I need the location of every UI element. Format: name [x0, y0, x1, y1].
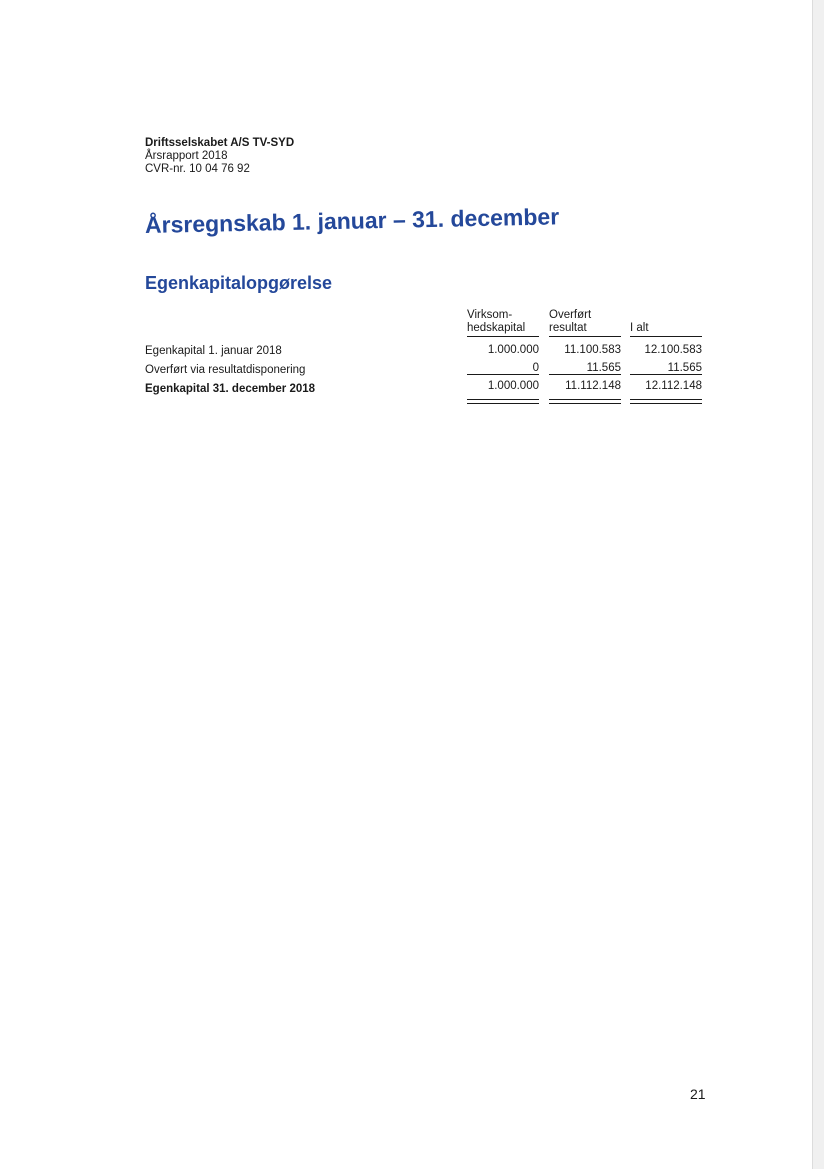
table-cell: 12.100.583: [644, 344, 702, 356]
double-underline: [549, 399, 621, 404]
table-row-label: Egenkapital 1. januar 2018: [145, 345, 282, 357]
column-header-line2: I alt: [630, 322, 702, 337]
column-header-line1: Overført: [549, 309, 592, 321]
table-cell-total: 11.112.148: [565, 380, 621, 392]
column-header-virksomhedskapital: [467, 309, 539, 337]
page-number: 21: [690, 1086, 706, 1102]
table-cell: 11.565: [549, 362, 621, 375]
company-name: Driftsselskabet A/S TV-SYD: [145, 137, 295, 149]
report-name: Årsrapport 2018: [145, 150, 228, 162]
table-cell: 11.100.583: [564, 344, 621, 356]
page-title: Årsregnskab 1. januar – 31. december: [144, 203, 560, 238]
table-cell-total: 12.112.148: [645, 380, 702, 392]
table-cell: 1.000.000: [487, 344, 539, 356]
table-cell-total: 1.000.000: [487, 380, 539, 392]
column-header-overfort-resultat: [549, 309, 621, 337]
double-underline: [467, 399, 539, 404]
page-edge: [812, 0, 824, 1169]
section-title: Egenkapitalopgørelse: [145, 273, 333, 293]
table-row-label: Overført via resultatdisponering: [145, 364, 306, 376]
cvr-number: CVR-nr. 10 04 76 92: [145, 163, 250, 175]
column-header-line2: hedskapital: [467, 322, 539, 337]
company-header: [145, 137, 294, 176]
table-row-label-total: Egenkapital 31. december 2018: [145, 383, 316, 395]
column-header-i-alt: [630, 322, 702, 337]
column-header-line1: Virksom-: [467, 309, 513, 321]
table-cell: 11.565: [630, 362, 702, 375]
double-underline: [630, 399, 702, 404]
column-header-line2: resultat: [549, 322, 621, 337]
table-cell: 0: [467, 362, 539, 375]
